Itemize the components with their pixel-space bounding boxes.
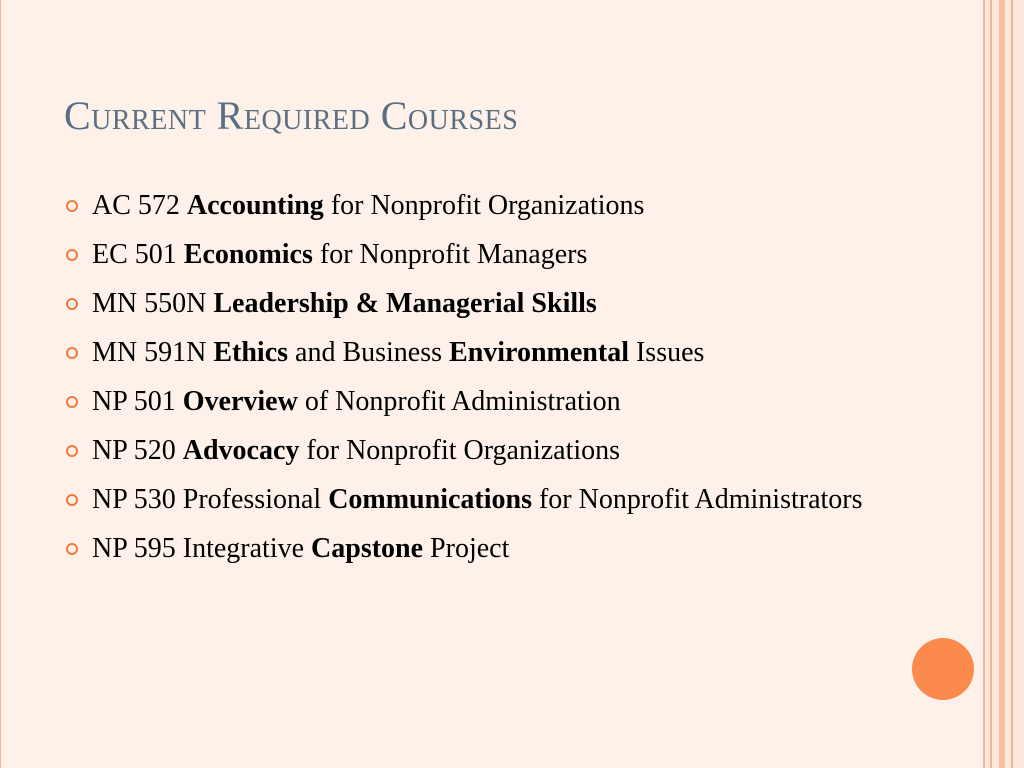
ring-bullet-icon (66, 249, 78, 261)
ring-bullet-icon (66, 543, 78, 555)
ring-bullet-icon (66, 396, 78, 408)
ring-bullet-icon (66, 494, 78, 506)
course-keyword: Advocacy (182, 435, 300, 466)
course-keyword: Communications (328, 484, 532, 515)
course-code: NP 520 (92, 435, 183, 466)
course-code: NP 595 Integrative (92, 533, 312, 564)
course-keyword: Overview (182, 386, 298, 417)
course-text: Issues (628, 337, 705, 368)
course-code: EC 501 (92, 239, 184, 270)
course-item-np595 (60, 529, 880, 569)
course-item-mn591n (60, 333, 880, 373)
course-text: for Nonprofit Managers (312, 239, 588, 270)
course-item-np501 (60, 382, 880, 422)
ring-bullet-icon (66, 298, 78, 310)
course-keyword: Economics (183, 239, 313, 270)
course-item-np530 (60, 480, 880, 520)
accent-circle (912, 638, 974, 700)
course-item-mn550n (60, 284, 880, 324)
border-stripe (992, 0, 999, 768)
ring-bullet-icon (66, 200, 78, 212)
ring-bullet-icon (66, 445, 78, 457)
course-keyword: Environmental (449, 337, 629, 368)
course-item-np520 (60, 431, 880, 471)
course-text: and Business (288, 337, 450, 368)
course-keyword: Leadership & Managerial Skills (213, 288, 597, 319)
course-item-ec501 (60, 235, 880, 275)
course-code: AC 572 (92, 190, 187, 221)
slide-title: Current Required Courses (64, 93, 519, 138)
course-text: for Nonprofit Administrators (531, 484, 863, 515)
course-text: Project (423, 533, 510, 564)
course-code: NP 501 (92, 386, 183, 417)
course-keyword: Capstone (311, 533, 424, 564)
course-text: for Nonprofit Organizations (323, 190, 645, 221)
course-keyword: Accounting (186, 190, 324, 221)
course-text: for Nonprofit Organizations (299, 435, 621, 466)
border-stripe (1013, 0, 1024, 768)
course-code: MN 591N (92, 337, 214, 368)
ring-bullet-icon (66, 347, 78, 359)
course-code: NP 530 Professional (92, 484, 329, 515)
course-keyword: Ethics (213, 337, 289, 368)
course-list (60, 186, 880, 578)
course-code: MN 550N (92, 288, 214, 319)
course-text: of Nonprofit Administration (297, 386, 621, 417)
course-item-ac572 (60, 186, 880, 226)
